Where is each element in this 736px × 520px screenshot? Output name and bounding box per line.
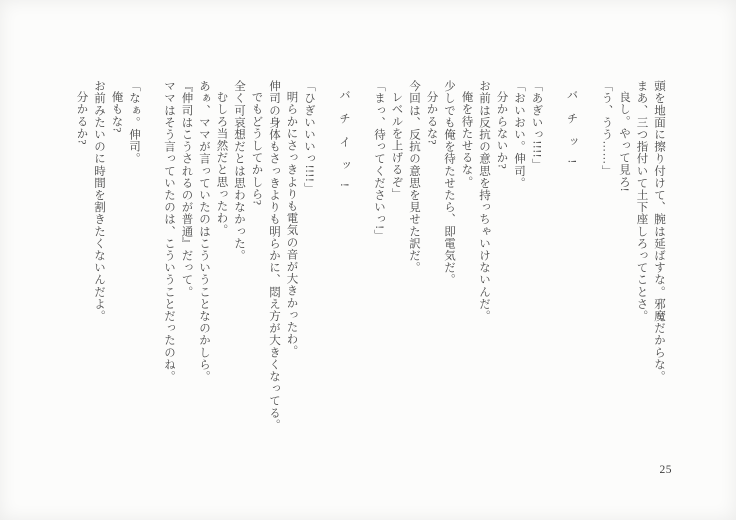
- text-line: 「ひぎいいいっ!!!!」: [303, 80, 315, 195]
- text-line: 良し。やって見ろ!: [618, 91, 630, 193]
- text-line: まあ、三つ指付いて土下座しろってことさ。: [635, 80, 648, 322]
- text-line: 少しでも俺を待たせたら、即電気だ。: [443, 80, 455, 286]
- blank-line: [577, 80, 595, 458]
- blank-line: [139, 80, 157, 458]
- text-line: ママはそう言っていたのは、こういうことだったのね。: [163, 80, 175, 383]
- page-number: 25: [659, 464, 672, 476]
- text-line: 伸司の身体もさっきよりも明らかに、悶え方が大きくなってる。: [268, 80, 280, 431]
- text-line: 明らかにさっきよりも電気の音が大きかったわ。: [285, 91, 298, 358]
- text-line: レベルを上げるぞ」: [390, 91, 403, 200]
- text-line: 分かるか?: [75, 91, 88, 146]
- blank-line: [314, 80, 332, 458]
- text-line: 「あぎいっ!!!!」: [530, 80, 543, 171]
- sound-effect-line: バチイッ!: [338, 89, 350, 199]
- text-line: 「おいおい。伸司。: [513, 80, 525, 189]
- text-line: お前は反抗の意思を持っちゃいけないんだ。: [478, 80, 490, 322]
- text-line: むしろ当然だと思ったわ。: [215, 91, 228, 237]
- blank-line: [349, 80, 367, 458]
- text-line: 今回は、反抗の意思を見せた訳だ。: [408, 80, 420, 274]
- text-line: 俺を待たせるな。: [460, 91, 473, 188]
- sound-effect-line: バチッ!: [565, 89, 578, 176]
- blank-line: [542, 80, 560, 458]
- vertical-text-area: [69, 80, 664, 458]
- text-line: 俺もな?: [110, 91, 123, 134]
- text-line: 分からないか?: [495, 91, 508, 170]
- text-line: 「なぁ。伸司。: [128, 80, 140, 165]
- text-line: 全く可哀想だとは思わなかった。: [233, 80, 245, 262]
- text-line: 「まっ、待ってくださいっ!」: [373, 80, 385, 242]
- text-line: あぁ、ママが言っていたのはこういうことなのかしら。: [198, 80, 210, 383]
- text-line: 分かるな?: [425, 91, 438, 146]
- text-line: でもどうしてかしら?: [250, 91, 263, 206]
- text-line: 頭を地面に擦り付けて、腕は延ばすな。邪魔だからな。: [653, 80, 665, 383]
- text-line: お前みたいのに時間を割きたくないんだよ。: [93, 80, 105, 322]
- text-line: 「う、うう……」: [600, 80, 613, 177]
- text-line: 『伸司はこうされるのが普通』だって。: [180, 80, 193, 298]
